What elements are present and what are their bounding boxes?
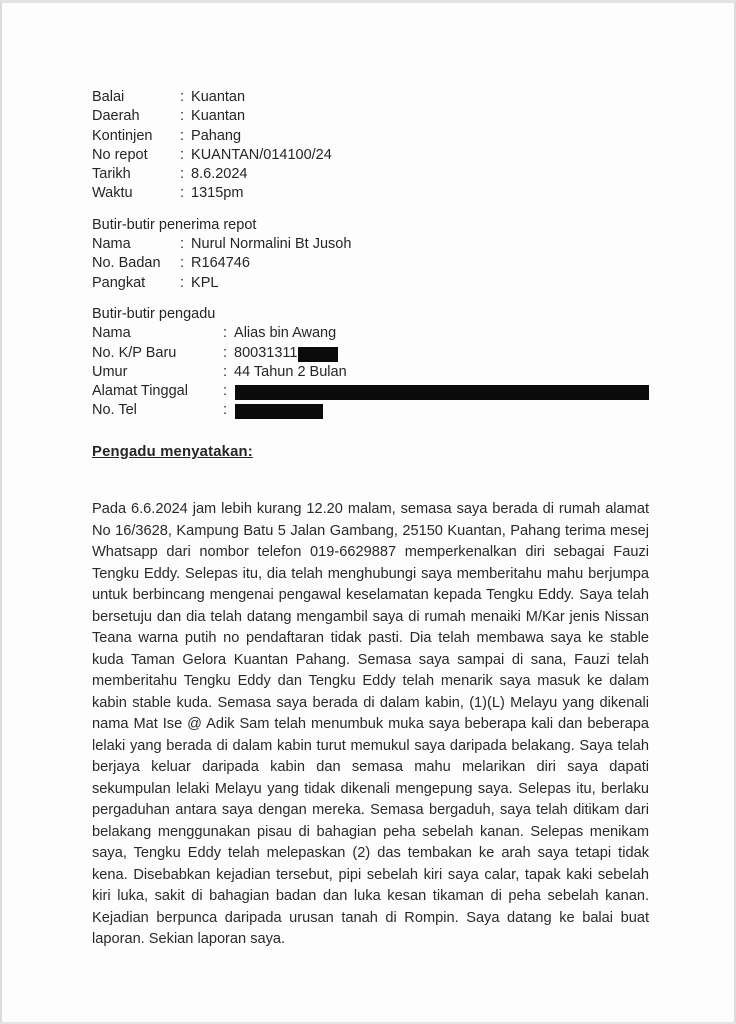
field-row-waktu <box>92 184 646 203</box>
field-value: R164746 <box>191 255 250 272</box>
field-separator: : <box>223 402 228 419</box>
field-label: Nama <box>92 236 131 253</box>
field-row-nama <box>92 235 646 254</box>
field-value <box>234 401 323 420</box>
field-row-no-badan <box>92 254 646 273</box>
field-value: KPL <box>191 274 219 291</box>
field-value: 8.6.2024 <box>191 166 248 183</box>
field-label: No. K/P Baru <box>92 344 177 361</box>
field-value: Nurul Normalini Bt Jusoh <box>191 236 352 253</box>
field-label: No. Tel <box>92 402 137 419</box>
statement-heading: Pengadu menyatakan: <box>92 443 253 460</box>
report-header-fields <box>92 88 646 204</box>
field-label: Pangkat <box>92 274 146 291</box>
complainant-fields <box>92 324 646 420</box>
field-row-tarikh <box>92 165 646 184</box>
field-label: Nama <box>92 325 131 342</box>
field-separator: : <box>180 185 185 202</box>
field-row-kontinjen <box>92 127 646 146</box>
receiver-section <box>92 216 646 293</box>
field-label: Balai <box>92 89 125 105</box>
field-separator: : <box>180 166 185 183</box>
field-label: Umur <box>92 363 128 380</box>
field-separator: : <box>180 274 185 291</box>
complainant-section-title: Butir-butir pengadu <box>92 305 216 322</box>
statement-body: Pada 6.6.2024 jam lebih kurang 12.20 malam, semasa saya berada di rumah alamat No 16/3628, Kampung Batu 5 Jalan Gambang, 25150 Kuantan, Pahang terima mesej Whatsapp dari nombor telefon 019-6629887 memperkenalkan diri sebagai Fauzi Tengku Eddy. Selepas itu, dia telah menghubungi saya memberitahu mahu berjumpa untuk berbincang mengenai pengawal keselamatan kepada Tengku Eddy. Saya telah bersetuju dan dia telah datang mengambil saya di rumah menaiki M/Kar jenis Nissan Teana warna putih no pendaftaran tidak pasti. Dia telah membawa saya ke stable kuda Taman Gelora Kuantan Pahang. Semasa saya sampai di sana, Fauzi telah memberitahu Tengku Eddy dan Tengku Eddy telah menarik saya masuk ke dalam kabin stable kuda. Semasa saya berada di dalam kabin, (1)(L) Melayu yang dikenali nama Mat Ise @ Adik Sam telah menumbuk muka saya beberapa kali dan beberapa lelaki yang berada di dalam kabin turut memukul saya daripada belakang. Saya telah berjaya keluar daripada kabin dan semasa mahu melarikan diri saya dapati sekumpulan lelaki Melayu yang tidak dikenali mengepung saya. Selepas itu, berlaku pergaduhan antara saya dengan mereka. Semasa bergaduh, saya telah ditikam dari belakang menggunakan pisau di bahagian peha sebelah kanan. Selepas menikam saya, Tengku Eddy telah melepaskan (2) das tembakan ke arah saya tetapi tidak kena. Disebabkan kejadian tersebut, pipi sebelah kiri saya calar, tapak kaki sebelah kiri luka, sakit di bahagian badan dan luka kesan tikaman di peha sebelah kanan. Kejadian berpunca daripada urusan tanah di Rompin. Saya datang ke balai buat laporan. Sekian laporan saya. <box>92 501 649 948</box>
field-separator: : <box>180 146 185 163</box>
field-label: Daerah <box>92 108 140 125</box>
field-separator: : <box>180 127 185 144</box>
field-label: Alamat Tinggal <box>92 383 188 400</box>
field-label: Waktu <box>92 185 133 202</box>
field-value: Kuantan <box>191 108 246 125</box>
field-label: Tarikh <box>92 166 131 183</box>
field-value: Pahang <box>191 127 242 144</box>
field-value: Kuantan <box>191 89 246 105</box>
field-row-daerah <box>92 107 646 126</box>
field-separator: : <box>180 255 185 272</box>
field-label: No. Badan <box>92 255 161 272</box>
field-row-pangkat <box>92 274 646 293</box>
field-row-alamat-tinggal <box>92 382 646 401</box>
field-row-no-k-p-baru <box>92 344 646 363</box>
field-row-umur <box>92 363 646 382</box>
field-separator: : <box>180 89 185 105</box>
field-value: 1315pm <box>191 185 244 202</box>
field-row-balai <box>92 88 646 107</box>
receiver-fields <box>92 235 646 293</box>
field-value <box>234 382 649 401</box>
field-label: No repot <box>92 146 148 163</box>
field-value: KUANTAN/014100/24 <box>191 146 332 163</box>
field-separator: : <box>223 363 228 380</box>
field-separator: : <box>223 344 228 361</box>
field-separator: : <box>180 108 185 125</box>
field-value: 80031311 <box>234 344 338 363</box>
complainant-section <box>92 305 646 421</box>
redaction-bar <box>298 347 338 362</box>
field-separator: : <box>223 383 228 400</box>
field-row-nama <box>92 324 646 343</box>
field-value: 44 Tahun 2 Bulan <box>234 363 347 380</box>
field-separator: : <box>180 236 185 253</box>
receiver-section-title: Butir-butir penerima repot <box>92 216 257 233</box>
field-separator: : <box>223 325 228 342</box>
field-label: Kontinjen <box>92 127 153 144</box>
redaction-bar <box>235 404 323 419</box>
field-row-no-tel <box>92 401 646 420</box>
field-row-no-repot <box>92 146 646 165</box>
redaction-bar <box>235 385 649 400</box>
field-value: Alias bin Awang <box>234 325 337 342</box>
